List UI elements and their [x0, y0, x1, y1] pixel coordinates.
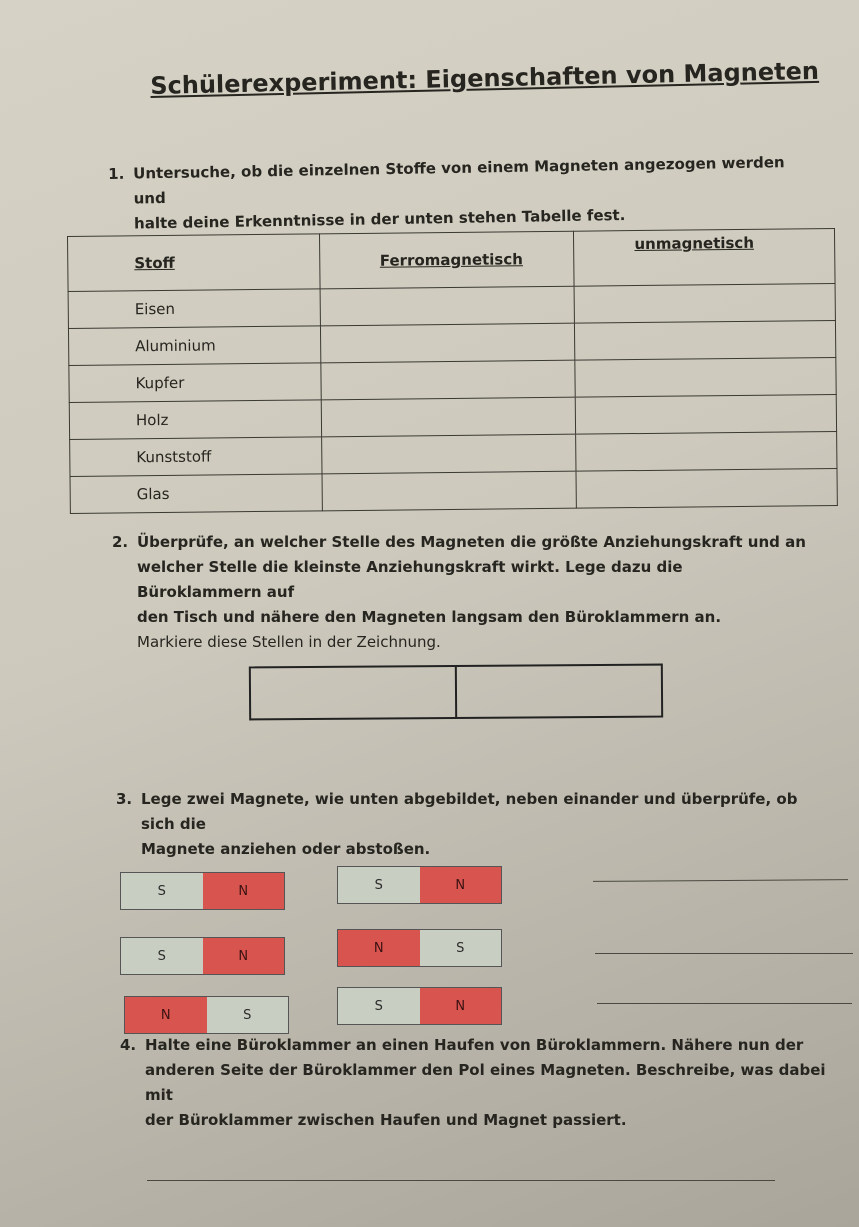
magnet-pole: S [338, 988, 420, 1024]
ferromagnetisch-cell[interactable] [322, 471, 577, 511]
answer-line[interactable] [595, 953, 853, 954]
material-name: Kupfer [69, 363, 321, 403]
material-name: Glas [70, 474, 322, 514]
magnet-center-line [455, 667, 457, 717]
ferromagnetisch-cell[interactable] [321, 397, 576, 437]
task-text-line: anderen Seite der Büroklammer den Pol eines Magneten. Beschreibe, was dabei mit [145, 1061, 826, 1104]
material-table [67, 228, 838, 514]
magnet-pair-2-left [120, 937, 285, 975]
material-name: Aluminium [68, 326, 320, 366]
header-ferromagnetisch: Ferromagnetisch [319, 231, 574, 289]
magnet-pole: S [338, 867, 420, 903]
ferromagnetisch-cell[interactable] [321, 434, 576, 474]
ferromagnetisch-cell[interactable] [320, 360, 575, 400]
unmagnetisch-cell[interactable] [576, 394, 837, 434]
magnet-pole: N [203, 873, 285, 909]
task-text-line: Untersuche, ob die einzelnen Stoffe von einem Magneten angezogen werden und [133, 153, 785, 208]
material-name: Kunststoff [70, 437, 322, 477]
task-number: 1. [108, 164, 125, 183]
task-text-line: Lege zwei Magnete, wie unten abgebildet, neben einander und überprüfe, ob sich die [141, 790, 798, 833]
magnet-pair-1-left [120, 872, 285, 910]
unmagnetisch-cell[interactable] [574, 283, 835, 323]
ferromagnetisch-cell[interactable] [320, 323, 575, 363]
header-unmagnetisch: unmagnetisch [574, 228, 835, 286]
magnet-pair-2-right [337, 929, 502, 967]
material-name: Eisen [68, 289, 320, 329]
magnet-pole: N [420, 988, 502, 1024]
unmagnetisch-cell[interactable] [576, 468, 837, 508]
bar-magnet-drawing[interactable] [249, 664, 663, 721]
task-text-line: welcher Stelle die kleinste Anziehungskraft wirkt. Lege dazu die Büroklammern auf [137, 558, 683, 601]
table-row [70, 468, 837, 513]
magnet-pole: N [338, 930, 420, 966]
task-3 [116, 787, 836, 862]
magnet-pole: S [121, 938, 203, 974]
answer-line[interactable] [597, 1003, 852, 1004]
magnet-pair-3-left [124, 996, 289, 1034]
task-number: 2. [112, 533, 129, 551]
task-4 [120, 1033, 850, 1133]
task-1 [108, 150, 799, 237]
task-text-line: Halte eine Büroklammer an einen Haufen von Büroklammern. Nähere nun der [145, 1036, 804, 1054]
answer-line[interactable] [147, 1180, 775, 1181]
task-text-line: halte deine Erkenntnisse in der unten stehen Tabelle fest. [133, 205, 626, 233]
ferromagnetisch-cell[interactable] [320, 286, 575, 326]
magnet-pole: N [125, 997, 207, 1033]
table-header-row [68, 228, 836, 291]
task-text-line: Magnete anziehen oder abstoßen. [141, 840, 431, 858]
worksheet-title: Schülerexperiment: Eigenschaften von Magneten [150, 56, 820, 100]
task-text-line: Markiere diese Stellen in der Zeichnung. [137, 633, 441, 651]
task-number: 3. [116, 790, 133, 808]
unmagnetisch-cell[interactable] [575, 320, 836, 360]
unmagnetisch-cell[interactable] [576, 431, 837, 471]
magnet-pole: N [203, 938, 285, 974]
task-text-line: Überprüfe, an welcher Stelle des Magneten die größte Anziehungskraft und an [137, 533, 806, 551]
answer-line[interactable] [593, 879, 848, 882]
material-name: Holz [69, 400, 321, 440]
unmagnetisch-cell[interactable] [575, 357, 836, 397]
task-2 [112, 530, 812, 655]
header-stoff: Stoff [68, 234, 320, 292]
magnet-pair-1-right [337, 866, 502, 904]
magnet-pair-3-right [337, 987, 502, 1025]
task-text-line: der Büroklammer zwischen Haufen und Magnet passiert. [145, 1111, 627, 1129]
magnet-pole: S [420, 930, 502, 966]
task-number: 4. [120, 1036, 137, 1054]
task-text-line: den Tisch und nähere den Magneten langsam den Büroklammern an. [137, 608, 722, 626]
magnet-pole: S [121, 873, 203, 909]
magnet-pole: S [207, 997, 289, 1033]
magnet-pole: N [420, 867, 502, 903]
